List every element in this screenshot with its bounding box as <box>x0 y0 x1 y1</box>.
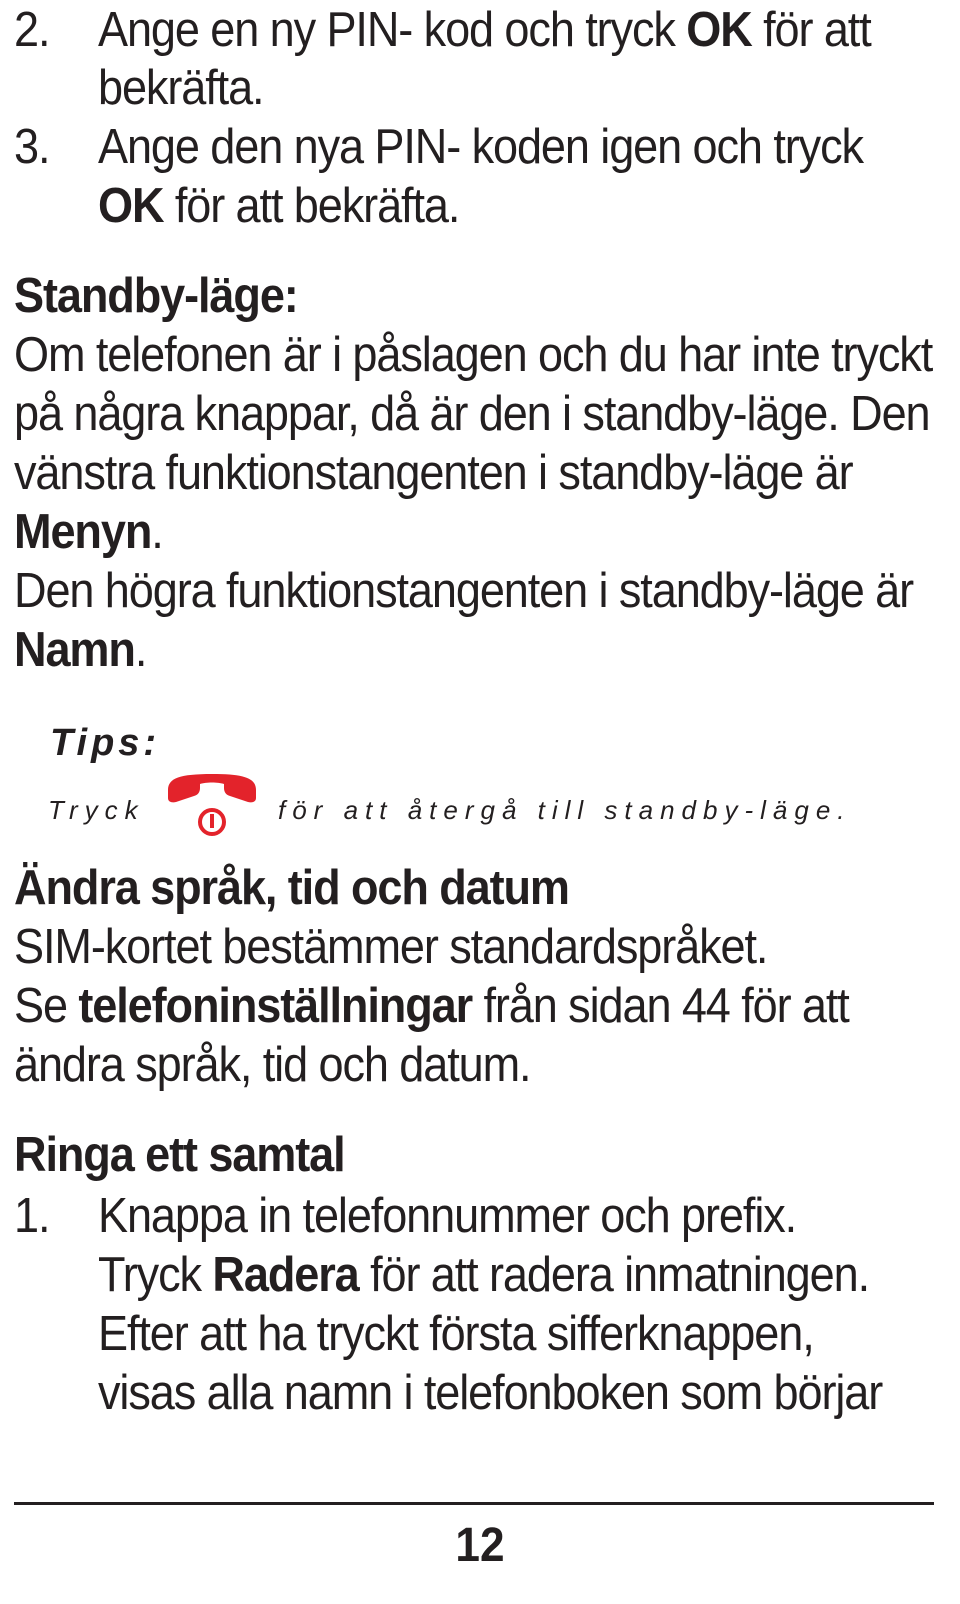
paragraph-line <box>14 976 849 1036</box>
step-text-line <box>98 176 459 236</box>
text-run: Ange en ny PIN- kod och tryck <box>98 3 687 57</box>
step-text-line <box>98 1304 814 1364</box>
step-text-line <box>98 1363 882 1423</box>
step-number: 3. <box>14 120 50 174</box>
step-number: 2. <box>14 3 50 57</box>
text-run: Tryck <box>98 1248 213 1302</box>
text-run: Efter att ha tryckt första sifferknappen, <box>98 1307 814 1361</box>
text-run: på några knappar, då är den i standby-läge. Den <box>14 387 930 441</box>
step-text-line <box>98 117 863 177</box>
bold-text: Namn <box>14 623 135 677</box>
step-text-line <box>98 1245 869 1305</box>
text-run: vänstra funktionstangenten i standby-läge är <box>14 446 853 500</box>
text-run: Ange den nya PIN- koden igen och tryck <box>98 120 863 174</box>
text-run: från sidan 44 för att <box>472 979 849 1033</box>
tips-suffix: för att återgå till standby-läge. <box>278 795 852 825</box>
text-run: visas alla namn i telefonboken som börjar <box>98 1366 883 1420</box>
text-run: . <box>134 623 147 677</box>
text-run: Knappa in telefonnummer och prefix. <box>98 1189 797 1243</box>
text-run: för att bekräfta. <box>163 179 460 233</box>
paragraph-line <box>14 561 913 621</box>
bold-text: OK <box>98 179 164 233</box>
text-run: . <box>151 505 163 559</box>
call-heading: Ringa ett samtal <box>14 1128 345 1182</box>
text-run: Den högra funktionstangenten i standby-läge är <box>14 564 914 618</box>
paragraph-line <box>14 384 930 444</box>
paragraph-line <box>14 502 163 562</box>
step-text-line <box>98 0 871 60</box>
text-run: SIM-kortet bestämmer standardspråket. <box>14 920 768 974</box>
footer-divider <box>14 1502 934 1505</box>
text-run: bekräfta. <box>98 61 264 115</box>
step-text-line <box>98 58 263 118</box>
paragraph-line <box>14 1035 530 1095</box>
bold-text: telefoninställningar <box>78 979 473 1033</box>
standby-heading: Standby-läge: <box>14 269 298 323</box>
paragraph-line <box>14 620 146 680</box>
paragraph-line <box>14 443 853 503</box>
paragraph-line <box>14 325 932 385</box>
bold-text: Radera <box>212 1248 359 1302</box>
text-run: Om telefonen är i påslagen och du har inte tryckt <box>14 328 933 382</box>
end-call-key-icon <box>160 772 264 842</box>
tips-prefix: Tryck <box>48 795 145 825</box>
bold-text: Menyn <box>14 505 152 559</box>
tips-title: Tips: <box>50 722 161 764</box>
bold-text: OK <box>686 3 752 57</box>
text-run: för att radera inmatningen. <box>358 1248 870 1302</box>
text-run: Se <box>14 979 79 1033</box>
paragraph-line <box>14 917 767 977</box>
step-text-line <box>98 1186 796 1246</box>
language-heading: Ändra språk, tid och datum <box>14 861 569 915</box>
text-run: ändra språk, tid och datum. <box>14 1038 531 1092</box>
page-number: 12 <box>455 1519 505 1572</box>
step-number: 1. <box>14 1189 50 1243</box>
text-run: för att <box>751 3 871 57</box>
